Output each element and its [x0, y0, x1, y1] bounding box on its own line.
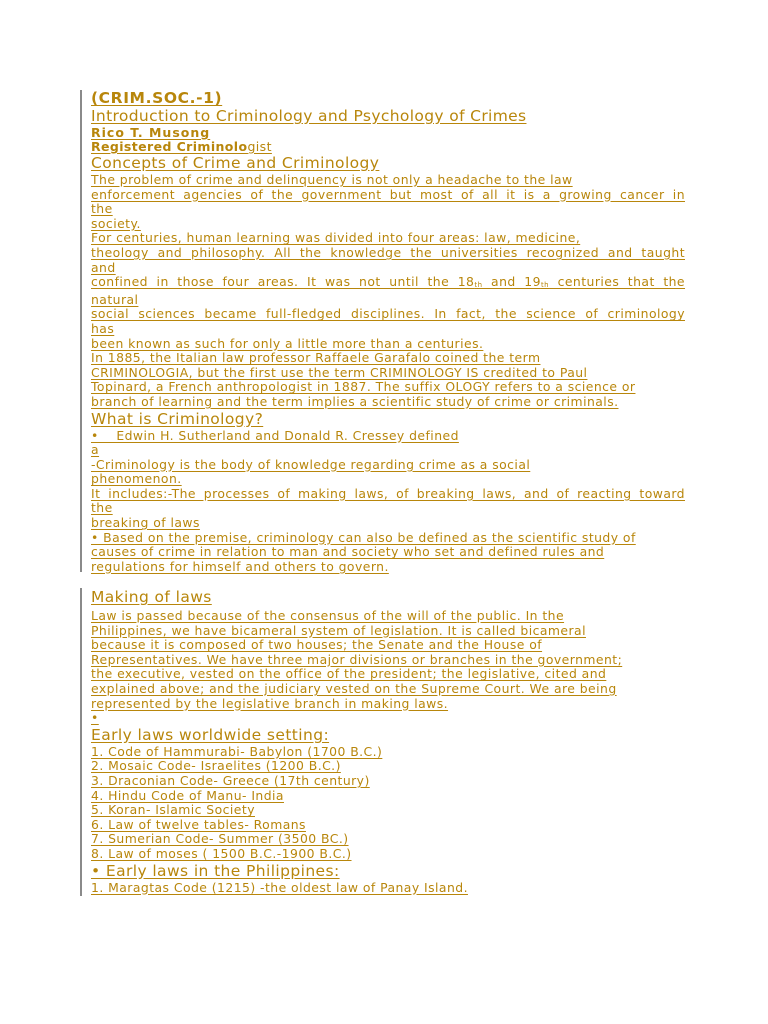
text-line: breaking of laws [91, 515, 200, 531]
text-line: -Criminology is the body of knowledge regarding crime as a social [91, 456, 531, 472]
text-line: a [91, 442, 100, 458]
text-line: • Based on the premise, criminology can also be defined as the scientific study of [91, 529, 636, 545]
document-title: Introduction to Criminology and Psychology of Crimes [91, 107, 527, 125]
list-philippine-laws [91, 881, 685, 896]
list-item: 3. Draconian Code- Greece (17th century) [91, 772, 370, 788]
heading-early-laws-philippines: • Early laws in the Philippines: [91, 861, 340, 880]
paragraph-definition [91, 429, 685, 575]
heading-concepts: Concepts of Crime and Criminology [91, 154, 380, 172]
text-line: Law is passed because of the consensus of the will of the public. In the [91, 608, 565, 623]
text-line: phenomenon. [91, 471, 182, 487]
course-code: (CRIM.SOC.-1) [91, 89, 223, 107]
text-line: represented by the legislative branch in making laws. [91, 695, 449, 711]
list-item: 5. Koran- Islamic Society [91, 802, 255, 818]
text-line: explained above; and the judiciary vested on the Supreme Court. We are being [91, 680, 617, 696]
list-item: 1. Code of Hammurabi- Babylon (1700 B.C.) [91, 743, 383, 759]
author-credential: Registered Criminologist [91, 139, 272, 154]
text-line: branch of learning and the term implies a scientific study of crime or criminals. [91, 393, 619, 409]
heading-making-of-laws: Making of laws [91, 588, 212, 606]
text-line: confined in those four areas. It was not until the $18_{th}$ and $19_{th}$ centuries that the [91, 274, 686, 290]
text-line: CRIMINOLOGIA, but the first use the term CRIMINOLOGY IS credited to Paul [91, 364, 588, 380]
text-line: The problem of crime and delinquency is not only a headache to the law [91, 172, 573, 187]
paragraph-making-of-laws [91, 609, 685, 726]
author-name: Rico T. Musong [91, 125, 211, 140]
list-item: 2. Mosaic Code- Israelites (1200 B.C.) [91, 758, 341, 774]
text-line: For centuries, human learning was divided into four areas: law, medicine, [91, 230, 581, 246]
text-line: social sciences became full-fledged disciplines. In fact, the science of criminology [91, 306, 685, 322]
text-line: the executive, vested on the office of the president; the legislative, cited and [91, 666, 607, 682]
text-line: enforcement agencies of the government but most of all it is a growing cancer in [91, 186, 685, 202]
text-line: because it is composed of two houses; the Senate and the House of [91, 637, 543, 653]
list-item: 6. Law of twelve tables- Romans [91, 816, 306, 832]
text-line: Representatives. We have three major divisions or branches in the government; [91, 651, 623, 667]
list-early-laws [91, 745, 685, 862]
text-line: causes of crime in relation to man and society who set and defined rules and [91, 544, 605, 560]
text-line: • Edwin H. Sutherland and Donald R. Cressey defined [91, 427, 459, 443]
text-line: been known as such for only a little more than a centuries. [91, 335, 484, 351]
text-line: Topinard, a French anthropologist in 1887. The suffix OLOGY refers to a science or [91, 379, 636, 395]
list-item: 7. Sumerian Code- Summer (3500 BC.) [91, 831, 349, 847]
heading-early-laws-worldwide: Early laws worldwide setting: [91, 725, 330, 744]
section-block-intro [80, 90, 685, 572]
text-line: natural [91, 291, 139, 307]
paragraph-concepts [91, 173, 685, 410]
text-line: and [91, 259, 116, 275]
text-line: has [91, 320, 115, 336]
list-item: 1. Maragtas Code (1215) -the oldest law of Panay Island. [91, 879, 468, 895]
section-block-laws [80, 588, 685, 896]
text-line: the [91, 500, 113, 516]
text-line: the [91, 201, 113, 217]
list-item: 8. Law of moses ( 1500 B.C.-1900 B.C.) [91, 845, 352, 861]
text-line: regulations for himself and others to govern. [91, 558, 389, 574]
text-line: theology and philosophy. All the knowledge the universities recognized and taught [91, 244, 685, 260]
heading-what-is-criminology: What is Criminology? [91, 409, 264, 428]
text-line: society. [91, 215, 141, 231]
text-line: It includes:-The processes of making laws, of breaking laws, and of reacting toward [91, 485, 685, 501]
list-item: 4. Hindu Code of Manu- India [91, 787, 284, 803]
text-line: Philippines, we have bicameral system of legislation. It is called bicameral [91, 622, 586, 638]
bullet-marker: • [91, 710, 99, 726]
text-line: In 1885, the Italian law professor Raffaele Garafalo coined the term [91, 350, 541, 366]
